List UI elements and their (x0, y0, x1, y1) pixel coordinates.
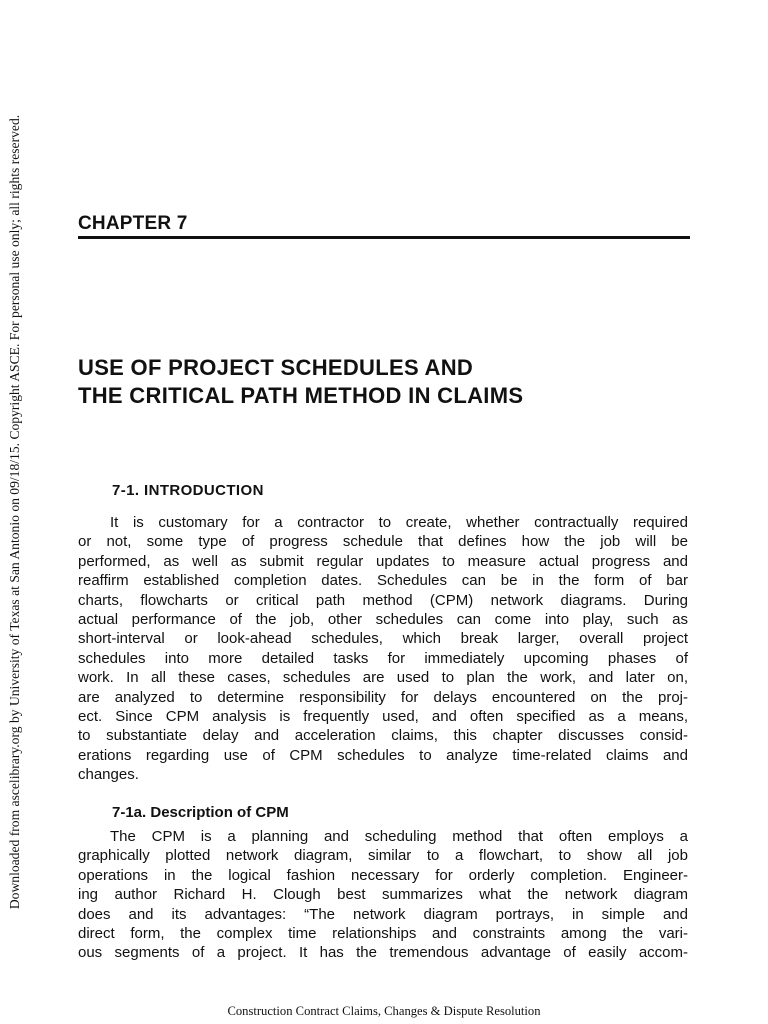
page-footer: Construction Contract Claims, Changes & Dispute Resolution (227, 1004, 541, 1018)
paragraph-line: short-interval or look-ahead schedules, which break larger, overall project (78, 630, 688, 648)
download-notice-text: Downloaded from ascelibrary.org by University of Texas at San Antonio on 09/18/15. Copyright ASCE. For personal use only; all rights reserved. (7, 114, 22, 910)
section-heading: 7-1. INTRODUCTION (112, 482, 264, 499)
chapter-title-line-1: USE OF PROJECT SCHEDULES AND (78, 355, 474, 380)
paragraph-line: The CPM is a planning and scheduling method that often employs a (110, 828, 688, 845)
cpm-description-paragraph (78, 827, 688, 963)
paragraph-line: actual performance of the job, other schedules can come into play, such as (78, 611, 688, 629)
chapter-title (78, 354, 698, 410)
paragraph-line: erations regarding use of CPM schedules to analyze time-related claims and (78, 746, 688, 764)
download-notice (0, 0, 30, 1024)
paragraph-line: graphically plotted network diagram, similar to a flowchart, to show all job (78, 847, 688, 865)
chapter-title-line-2: THE CRITICAL PATH METHOD IN CLAIMS (78, 383, 524, 408)
chapter-rule (78, 236, 690, 239)
introduction-paragraph (78, 513, 688, 785)
paragraph-line: schedules into more detailed tasks for immediately upcoming phases of (78, 649, 688, 667)
paragraph-line: does and its advantages: “The network diagram portrays, in simple and (78, 905, 688, 923)
chapter-label: CHAPTER 7 (78, 213, 188, 234)
paragraph-line: It is customary for a contractor to create, whether contractually required (110, 514, 688, 531)
paragraph-line: ous segments of a project. It has the tremendous advantage of easily accom- (78, 944, 688, 962)
paragraph-line: to substantiate delay and acceleration claims, this chapter discusses consid- (78, 727, 688, 745)
paragraph-line: operations in the logical fashion necessary for orderly completion. Engineer- (78, 866, 688, 884)
paragraph-line: are analyzed to determine responsibility for delays encountered on the proj- (78, 688, 688, 706)
paragraph-line: work. In all these cases, schedules are used to plan the work, and later on, (78, 669, 688, 687)
paragraph-line: changes. (78, 766, 139, 784)
paragraph-line: ect. Since CPM analysis is frequently used, and often specified as a means, (78, 708, 688, 726)
paragraph-line: reaffirm established completion dates. Schedules can be in the form of bar (78, 572, 688, 590)
paragraph-line: performed, as well as submit regular updates to measure actual progress and (78, 552, 688, 570)
paragraph-line: charts, flowcharts or critical path method (CPM) network diagrams. During (78, 591, 688, 609)
paragraph-line: ing author Richard H. Clough best summarizes what the network diagram (78, 886, 688, 904)
subsection-heading: 7-1a. Description of CPM (112, 804, 289, 821)
paragraph-line: or not, some type of progress schedule that defines how the job will be (78, 533, 688, 551)
paragraph-line: direct form, the complex time relationships and constraints among the vari- (78, 925, 688, 943)
